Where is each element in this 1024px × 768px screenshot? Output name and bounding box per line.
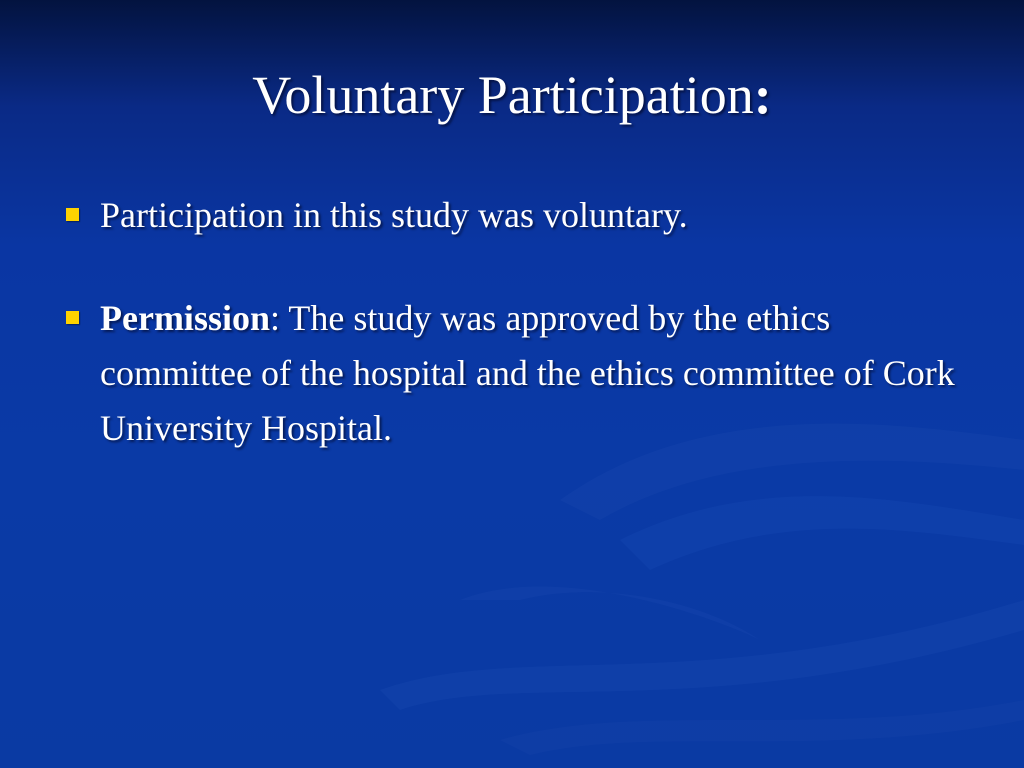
slide-title <box>0 60 1024 130</box>
bullet-text: Participation in this study was voluntary. <box>100 195 688 235</box>
slide-title-text: Voluntary Participation <box>252 65 754 125</box>
slide-title-colon: : <box>753 65 772 125</box>
yellow-square-bullet-icon <box>66 208 79 221</box>
bullet-term-permission: Permission <box>100 298 270 338</box>
bullet-term-separator: : <box>269 298 280 338</box>
bullet-list <box>62 188 962 456</box>
bullet-item-voluntary <box>62 188 962 243</box>
bullet-text: The study was approved by the ethics committee of the hospital and the ethics committee of Cork University Hospital. <box>100 298 955 448</box>
bullet-item-permission <box>62 291 962 456</box>
yellow-square-bullet-icon <box>66 311 79 324</box>
